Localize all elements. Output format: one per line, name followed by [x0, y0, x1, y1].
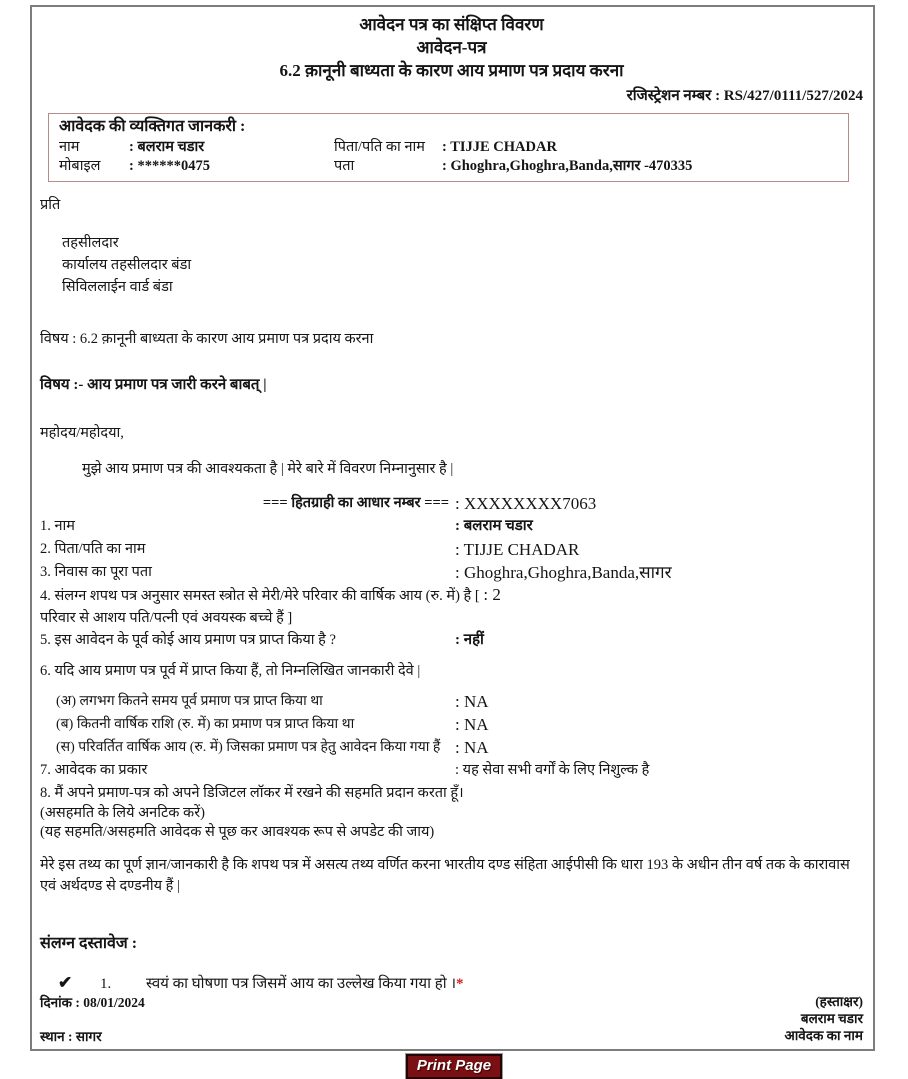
- applicant-name-label: नाम: [59, 139, 80, 155]
- detail-value: : 2: [483, 585, 501, 604]
- detail-label: 1. नाम: [40, 518, 75, 534]
- detail-value: : TIJJE CHADAR: [455, 540, 580, 559]
- detail-subrow-c: [40, 736, 863, 759]
- date-label: दिनांक : 08/01/2024: [40, 994, 145, 1010]
- penalty-declaration: मेरे इस तथ्य का पूर्ण ज्ञान/जानकारी है कि शपथ पत्र में असत्य तथ्य वर्णित करना भारतीय दण्ड संहिता आईपीसी कि धारा 193 के अधीन तीन वर्ष तक के कारावास एवं अर्थदण्ड से दण्डनीय हैं |: [40, 856, 850, 894]
- applicant-mobile-label: मोबाइल: [59, 158, 101, 174]
- service-title: 6.2 क़ानूनी बाध्यता के कारण आय प्रमाण पत्र प्रदाय करना: [279, 61, 624, 80]
- detail-row-prior-info-heading: 6. यदि आय प्रमाण पत्र पूर्व में प्राप्त किया हैं, तो निम्नलिखित जानकारी देवे |: [40, 663, 421, 679]
- document-checklist-item: [40, 973, 863, 993]
- detail-value: : NA: [455, 715, 489, 734]
- detail-value: : यह सेवा सभी वर्गों के लिए निशुल्क है: [455, 762, 650, 778]
- applicant-name-caption: आवेदक का नाम: [784, 1027, 863, 1043]
- detail-value: : नहीं: [455, 632, 484, 648]
- digilocker-consent-block: [40, 784, 863, 843]
- applicant-name-value: : बलराम चडार: [129, 139, 205, 155]
- registration-number: रजिस्ट्रेशन नम्बर : RS/427/0111/527/2024: [626, 88, 863, 104]
- applicant-info-box: [48, 113, 849, 182]
- detail-value: : NA: [455, 692, 489, 711]
- subject-line-request: विषय :- आय प्रमाण पत्र जारी करने बाबत् |: [40, 377, 267, 393]
- applicant-info-title: आवेदक की व्यक्तिगत जानकरी :: [59, 118, 246, 135]
- checkbox-checked-icon[interactable]: ✔: [58, 972, 73, 992]
- detail-label: (ब) कितनी वार्षिक राशि (रु. में) का प्रमाण पत्र प्राप्त किया था: [56, 717, 355, 732]
- detail-row-prior-certificate: [40, 629, 863, 652]
- addressee-line: तहसीलदार: [62, 235, 119, 251]
- detail-label: 3. निवास का पूरा पता: [40, 564, 152, 580]
- signature-label: (हस्ताक्षर): [815, 993, 863, 1009]
- digilocker-consent-note1: (असहमति के लिये अनटिक करें): [40, 804, 205, 821]
- print-button-container: [0, 1054, 908, 1079]
- place-label: स्थान : सागर: [40, 1028, 102, 1044]
- signature-footer: [40, 993, 863, 1045]
- salutation: महोदय/महोदया,: [40, 425, 124, 441]
- required-asterisk: *: [456, 975, 464, 992]
- document-subtitle: आवेदन-पत्र: [416, 38, 487, 57]
- document-item-number: 1.: [100, 975, 112, 992]
- intro-statement: मुझे आय प्रमाण पत्र की आवश्यकता है | मेरे बारे में विवरण निम्नानुसार है |: [82, 461, 454, 477]
- detail-label: (स) परिवर्तित वार्षिक आय (रु. में) जिसका प्रमाण पत्र हेतु आवेदन किया गया हैं: [56, 740, 441, 755]
- addressee-line: सिविललाईन वार्ड बंडा: [62, 279, 173, 295]
- addressee-line: कार्यालय तहसीलदार बंडा: [62, 257, 192, 273]
- detail-label: 2. पिता/पति का नाम: [40, 541, 146, 557]
- detail-row-father: [40, 538, 863, 561]
- detail-row-income: [40, 584, 863, 607]
- digilocker-consent-note2: (यह सहमति/असहमति आवेदक से पूछ कर आवश्यक रूप से अपडेट की जाय): [40, 824, 435, 840]
- footer-left: [40, 993, 145, 1045]
- aadhaar-label: === हितग्राही का आधार नम्बर ===: [262, 495, 449, 511]
- footer-right: [784, 993, 863, 1045]
- detail-label: (अ) लगभग कितने समय पूर्व प्रमाण पत्र प्राप्त किया था: [56, 694, 323, 709]
- document-item-text: [146, 973, 464, 993]
- detail-label: 7. आवेदक का प्रकार: [40, 762, 148, 778]
- applicant-info-grid: [59, 138, 840, 176]
- aadhaar-value: : XXXXXXXX7063: [455, 494, 597, 513]
- addressee-block: [62, 232, 863, 298]
- detail-value: : बलराम चडार: [455, 518, 533, 534]
- detail-value: : Ghoghra,Ghoghra,Banda,सागर: [455, 563, 672, 582]
- detail-subrow-a: [40, 690, 863, 713]
- applicant-address-label: पता: [334, 158, 355, 174]
- subject-line-service: विषय : 6.2 क़ानूनी बाध्यता के कारण आय प्रमाण पत्र प्रदाय करना: [40, 331, 374, 347]
- applicant-mobile-value: : ******0475: [129, 158, 210, 174]
- document-item-label: स्वयं का घोषणा पत्र जिसमें आय का उल्लेख किया गया हो ।: [146, 975, 457, 992]
- aadhaar-row: [40, 492, 863, 515]
- attached-documents-heading: संलग्न दस्तावेज :: [40, 934, 138, 952]
- detail-row-applicant-type: [40, 759, 863, 782]
- applicant-father-value: : TIJJE CHADAR: [442, 139, 557, 155]
- detail-value: : NA: [455, 738, 489, 757]
- letter-to-label: प्रति: [40, 197, 61, 213]
- document-title: आवेदन पत्र का संक्षिप्त विवरण: [359, 15, 544, 34]
- digilocker-consent-line: 8. मैं अपने प्रमाण-पत्र को अपने डिजिटल लॉकर में रखने की सहमति प्रदान करता हूँ।: [40, 785, 464, 801]
- detail-row-name: [40, 515, 863, 538]
- print-page-button[interactable]: Print Page: [406, 1054, 502, 1079]
- detail-row-income-note: परिवार से आशय पति/पत्नी एवं अवयस्क बच्चे हैं ]: [40, 610, 293, 626]
- applicant-signature-name: बलराम चडार: [800, 1010, 863, 1026]
- detail-row-address: [40, 561, 863, 584]
- applicant-father-label: पिता/पति का नाम: [334, 139, 425, 155]
- details-list: [40, 492, 863, 897]
- detail-label: 5. इस आवेदन के पूर्व कोई आय प्रमाण पत्र प्राप्त किया है ?: [40, 632, 336, 648]
- detail-subrow-b: [40, 713, 863, 736]
- detail-label: 4. संलग्न शपथ पत्र अनुसार समस्त स्त्रोत से मेरी/मेरे परिवार की वार्षिक आय (रु. में) है [: [40, 588, 480, 604]
- application-document: [30, 5, 875, 1051]
- applicant-address-value: : Ghoghra,Ghoghra,Banda,सागर -470335: [442, 158, 693, 174]
